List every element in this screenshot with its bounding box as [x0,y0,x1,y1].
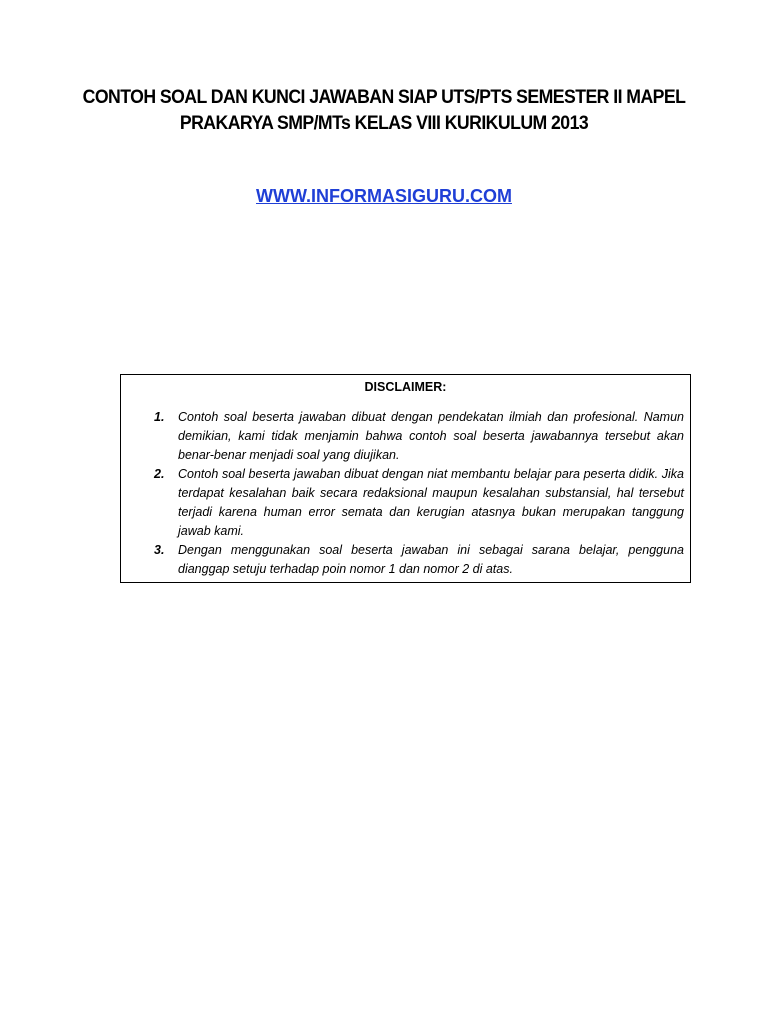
disclaimer-item-text: Dengan menggunakan soal beserta jawaban ini sebagai sarana belajar, pengguna dianggap setuju terhadap poin nomor 1 dan nomor 2 di atas. [178,543,684,576]
document-title-line-2: PRAKARYA SMP/MTs KELAS VIII KURIKULUM 2013 [179,113,589,134]
document-title-line-1: CONTOH SOAL DAN KUNCI JAWABAN SIAP UTS/PTS SEMESTER II MAPEL [82,87,686,108]
disclaimer-item-number: 3. [154,543,165,557]
website-link-container [0,184,768,208]
disclaimer-item-number: 2. [154,467,165,481]
disclaimer-box [120,374,691,583]
disclaimer-item-1 [149,408,684,465]
disclaimer-list [149,408,684,579]
disclaimer-item-text: Contoh soal beserta jawaban dibuat dengan pendekatan ilmiah dan profesional. Namun demikian, kami tidak menjamin bahwa contoh soal beserta jawabannya tersebut akan benar-benar menjadi soal yang diujikan. [178,410,684,462]
disclaimer-item-3 [149,541,684,579]
disclaimer-item-number: 1. [154,410,165,424]
disclaimer-item-text: Contoh soal beserta jawaban dibuat dengan niat membantu belajar para peserta didik. Jika terdapat kesalahan baik secara redaksional maupun kesalahan substansial, hal tersebut terjadi karena human error semata dan kerugian atasnya bukan merupakan tanggung jawab kami. [178,467,684,538]
disclaimer-heading: DISCLAIMER: [364,380,447,394]
website-link[interactable]: WWW.INFORMASIGURU.COM [256,186,512,206]
disclaimer-item-2 [149,465,684,541]
